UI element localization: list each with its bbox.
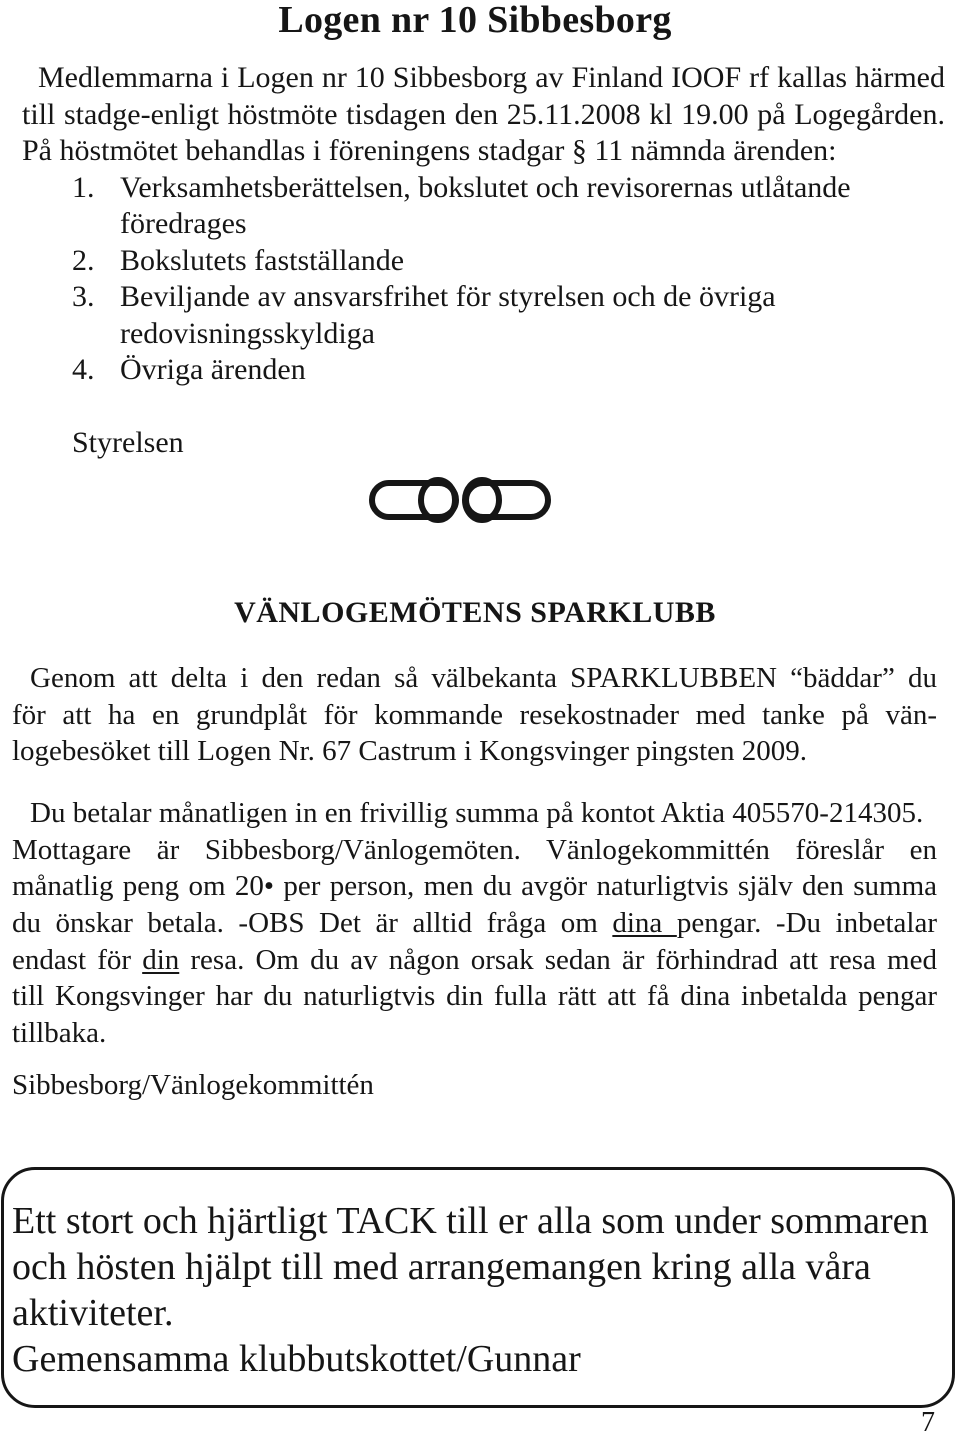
thanks-line: Ett stort och hjärtligt TACK till er alla som under sommaren [12, 1200, 929, 1242]
paragraph-line: månatlig peng om 20• per person, men du avgör naturligtvis själv den summa [12, 870, 937, 903]
agenda-number: 4. [72, 353, 95, 386]
agenda-text [120, 279, 945, 352]
agenda-text-line: Beviljande av ansvarsfrihet för styrelsen och de övriga [120, 280, 776, 313]
line-text: pengar. -Du inbetalar [676, 906, 938, 939]
intro-line: På höstmötet behandlas i föreningens stadgar § 11 nämnda ärenden: [22, 134, 837, 167]
agenda-text-line: Bokslutets fastställande [120, 243, 405, 277]
agenda-text-line: Övriga ärenden [120, 353, 306, 386]
line-text: du önskar betala. -OBS Det är alltid fråga om [12, 906, 613, 939]
underlined-word: din [142, 943, 180, 976]
line-text: resa. Om du av någon orsak sedan är förhindrad att resa med [179, 943, 937, 976]
underlined-word: dina [612, 906, 677, 939]
agenda-number: 2. [72, 243, 95, 277]
agenda-number: 1. [72, 170, 95, 204]
paragraph-line: till Kongsvinger har du naturligtvis din fulla rätt att få dina inbetalda pengar [12, 980, 937, 1013]
payment-paragraph [12, 795, 937, 1052]
meeting-notice [22, 60, 945, 389]
paragraph-line: tillbaka. [12, 1016, 107, 1049]
agenda-item [22, 279, 945, 352]
paragraph-line: Genom att delta i den redan så välbekanta SPARKLUBBEN “bäddar” du [30, 662, 937, 694]
page-number: 7 [921, 1407, 935, 1438]
page-title: Logen nr 10 Sibbesborg [278, 0, 672, 41]
committee-signature: Sibbesborg/Vänlogekommittén [12, 1069, 374, 1101]
thanks-line: aktiviteter. [12, 1292, 174, 1334]
agenda-text [120, 352, 945, 389]
thanks-line: Gemensamma klubbutskottet/Gunnar [12, 1338, 581, 1380]
board-signature: Styrelsen [72, 426, 184, 459]
paragraph-line: Du betalar månatligen in en frivillig summa på kontot Aktia 405570-214305. [30, 797, 924, 829]
agenda-item [22, 243, 945, 280]
thanks-message [12, 1198, 948, 1382]
agenda-item [22, 170, 945, 243]
sparklubb-heading: VÄNLOGEMÖTENS SPARKLUBB [234, 596, 716, 629]
chain-link [466, 483, 548, 517]
thanks-line: och hösten hjälpt till med arrangemangen kring alla våra [12, 1246, 871, 1288]
sparklubb-intro-paragraph [12, 660, 937, 770]
agenda-item [22, 352, 945, 389]
intro-line: till stadge-enligt höstmöte tisdagen den 25.11.2008 kl 19.00 på Logegården. [22, 97, 945, 131]
agenda-number: 3. [72, 280, 95, 313]
chain-links-icon [366, 474, 556, 526]
agenda-text-line: Verksamhetsberättelsen, bokslutet och revisorernas utlåtande [120, 170, 851, 204]
agenda-text [120, 243, 945, 280]
paragraph-line: Mottagare är Sibbesborg/Vänlogemöten. Vänlogekommittén föreslår en [12, 833, 937, 866]
paragraph-line [12, 942, 937, 979]
paragraph-line: logebesöket till Logen Nr. 67 Castrum i Kongsvinger pingsten 2009. [12, 735, 807, 768]
intro-line: Medlemmarna i Logen nr 10 Sibbesborg av Finland IOOF rf kallas härmed [38, 61, 945, 94]
line-text: endast för [12, 943, 143, 976]
agenda-text-line: föredrages [120, 207, 247, 240]
agenda-text-line: redovisningsskyldiga [120, 316, 375, 350]
chain-link [372, 483, 456, 517]
agenda-text [120, 170, 945, 243]
paragraph-line: för att ha en grundplåt för kommande resekostnader med tanke på vän- [12, 698, 937, 731]
paragraph-line [12, 905, 937, 942]
